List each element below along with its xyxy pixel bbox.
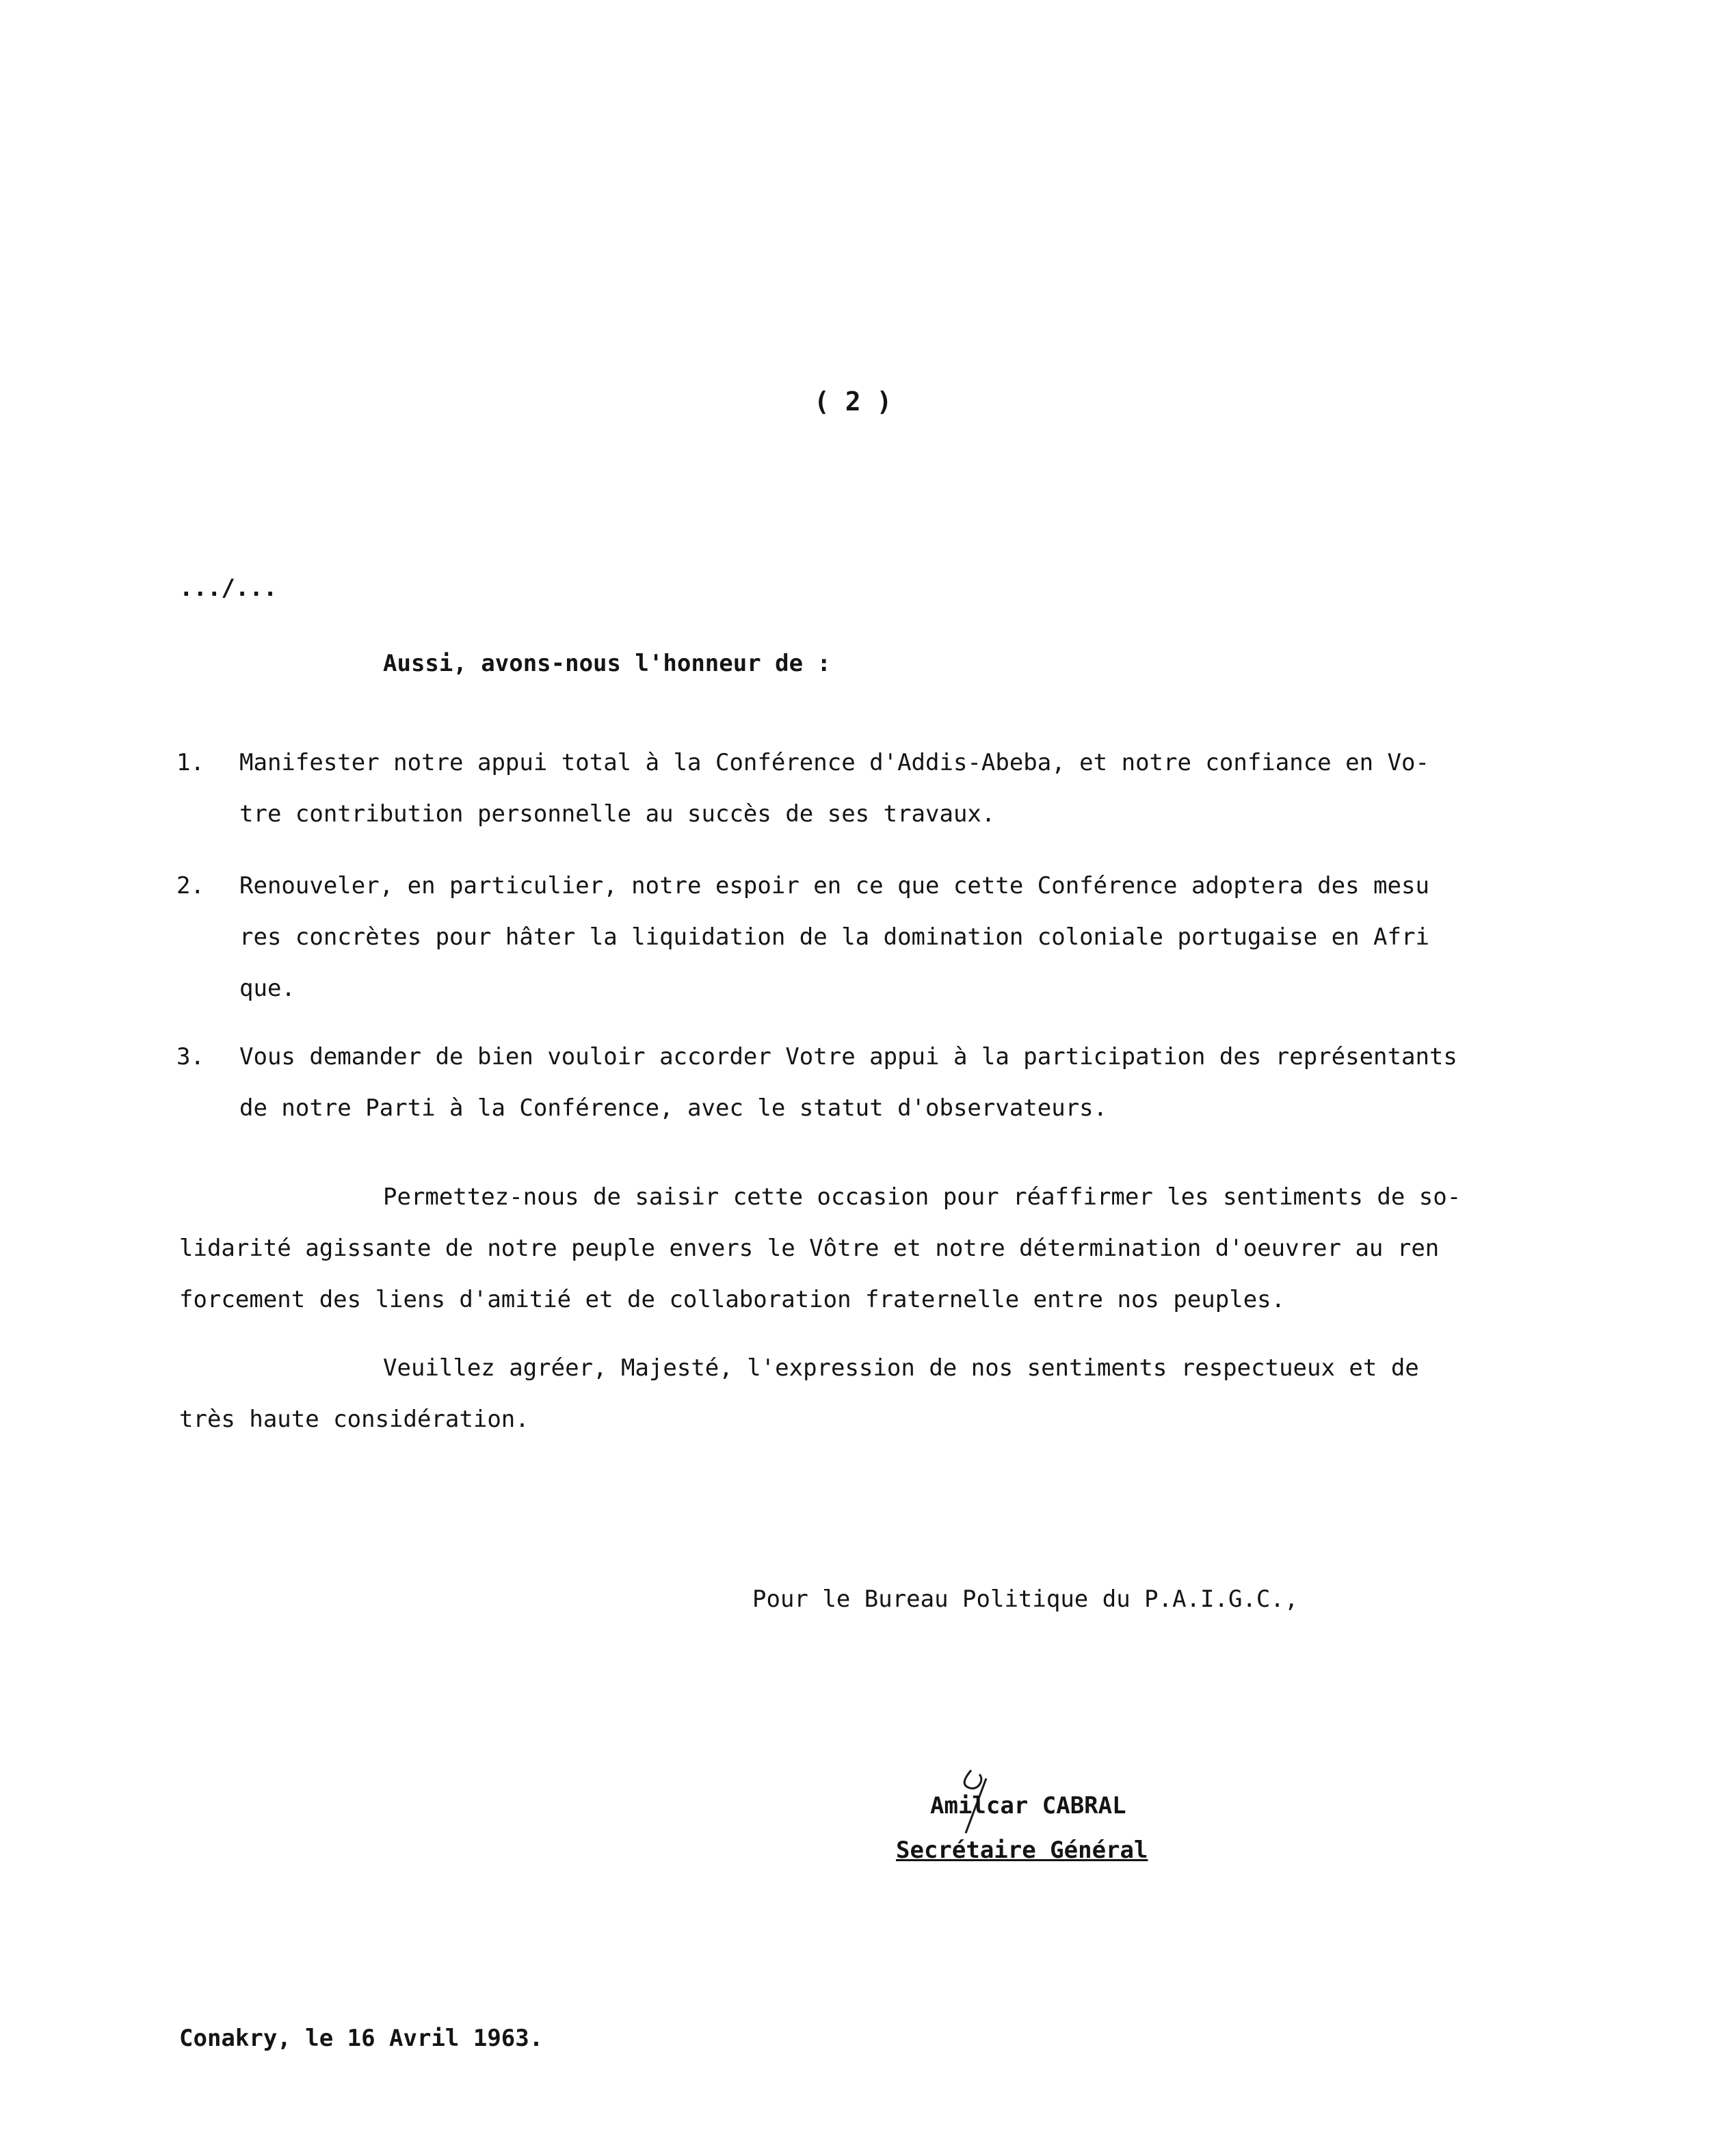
item-line: de notre Parti à la Conférence, avec le statut d'observateurs. bbox=[239, 1094, 1108, 1122]
intro-line: Aussi, avons-nous l'honneur de : bbox=[383, 650, 832, 677]
item-number: 2. bbox=[176, 872, 204, 899]
item-line: Manifester notre appui total à la Conférence d'Addis-Abeba, et notre confiance en Vo- bbox=[239, 749, 1429, 776]
paragraph-courtesy-line: très haute considération. bbox=[179, 1406, 529, 1433]
item-line: tre contribution personnelle au succès de ses travaux. bbox=[239, 800, 996, 828]
paragraph-courtesy-line: Veuillez agréer, Majesté, l'expression de nos sentiments respectueux et de bbox=[383, 1354, 1419, 1382]
item-line: Renouveler, en particulier, notre espoir en ce que cette Conférence adoptera des mesu bbox=[239, 872, 1429, 899]
item-line: res concrètes pour hâter la liquidation de la domination coloniale portugaise en Afri bbox=[239, 923, 1429, 951]
continuation-mark: .../... bbox=[179, 575, 278, 602]
item-line: Vous demander de bien vouloir accorder Votre appui à la participation des représentants bbox=[239, 1043, 1457, 1070]
item-line: que. bbox=[239, 975, 295, 1002]
item-number: 1. bbox=[176, 749, 204, 776]
page-number: ( 2 ) bbox=[814, 386, 893, 417]
closing-line: Pour le Bureau Politique du P.A.I.G.C., bbox=[752, 1586, 1299, 1613]
paragraph-solidarity-line: lidarité agissante de notre peuple envers le Vôtre et notre détermination d'oeuvrer au ren bbox=[179, 1235, 1440, 1262]
paragraph-solidarity-line: Permettez-nous de saisir cette occasion pour réaffirmer les sentiments de so- bbox=[383, 1183, 1462, 1211]
signer-title: Secrétaire Général bbox=[896, 1837, 1148, 1864]
paragraph-solidarity-line: forcement des liens d'amitié et de collaboration fraternelle entre nos peuples. bbox=[179, 1286, 1286, 1313]
signer-name: Amilcar CABRAL bbox=[930, 1792, 1126, 1819]
signature-block bbox=[896, 1765, 1211, 1867]
place-date: Conakry, le 16 Avril 1963. bbox=[179, 2025, 544, 2052]
item-number: 3. bbox=[176, 1043, 204, 1070]
